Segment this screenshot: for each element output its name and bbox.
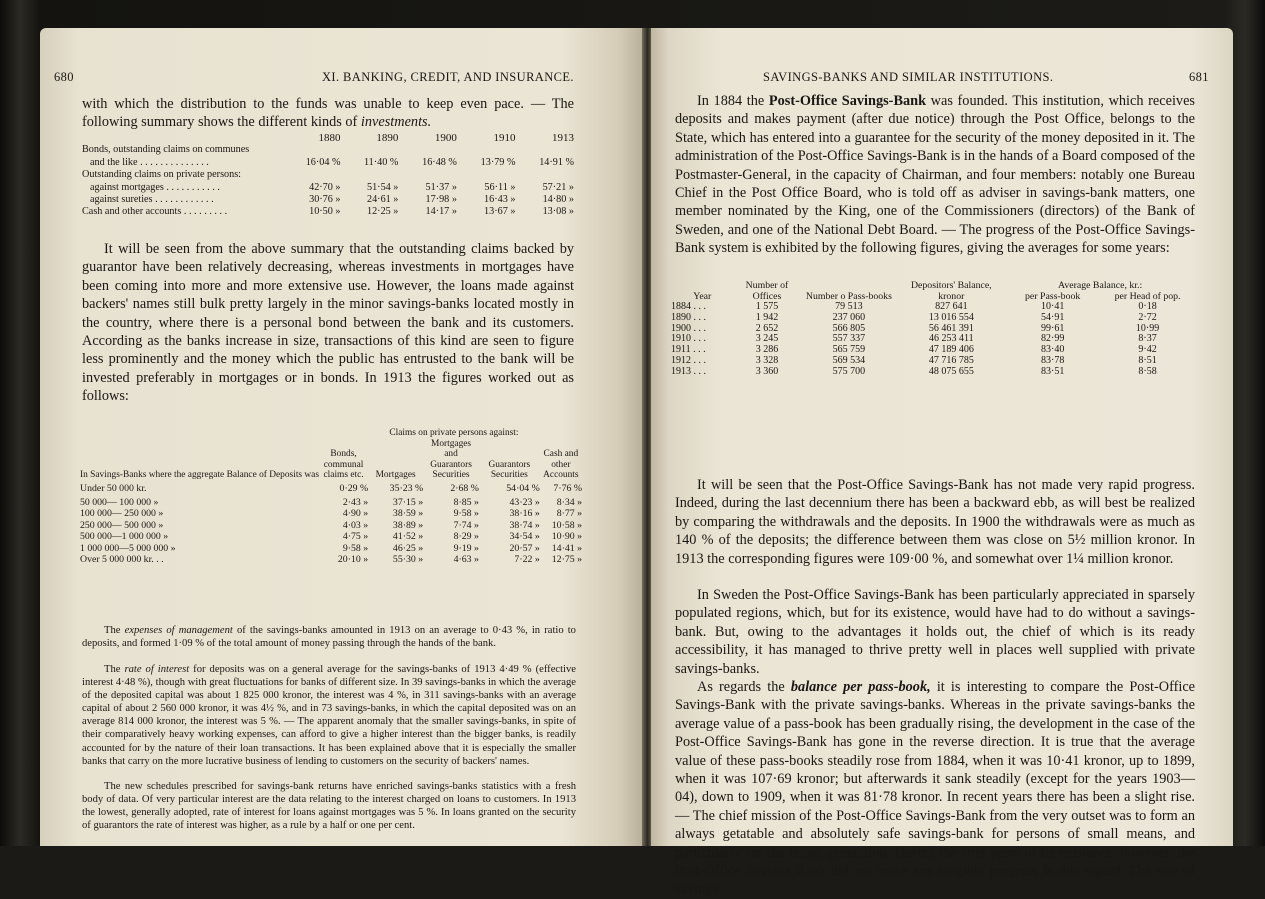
investments-cell: 11·40 % [363, 156, 399, 168]
distribution-cell: 4·63 » [453, 554, 479, 566]
pob-cell-per-book: 82·99 [1040, 333, 1065, 345]
distribution-row-label: 50 000— 100 000 » [80, 496, 159, 508]
distribution-cell: 9·58 » [342, 542, 369, 554]
investments-row [82, 194, 574, 206]
distribution-cell: 7·74 » [453, 519, 479, 531]
pob-cell-balance: 48 075 655 [928, 365, 974, 377]
col-per-head: per Head of pop. [1114, 291, 1181, 302]
distribution-cell: 14·41 » [551, 542, 582, 554]
investments-cell: 10·50 » [309, 206, 341, 218]
investments-cell [398, 169, 457, 181]
col-per-passbook: per Pass-book [1025, 291, 1081, 302]
pob-row [671, 313, 1195, 324]
post-office-savings-bank-title: Post-Office Savings-Bank [768, 93, 927, 109]
left-running-head: XI. BANKING, CREDIT, AND INSURANCE. [322, 70, 574, 84]
distribution-row [80, 481, 582, 497]
distribution-cell: 38·74 » [509, 519, 540, 531]
investments-cell: 13·79 % [480, 156, 516, 168]
year-1880: 1880 [318, 132, 341, 144]
pob-cell-offices: 2 652 [755, 322, 779, 334]
distribution-cell: 4·90 » [342, 508, 369, 520]
year-1900: 1900 [434, 132, 457, 144]
pob-cell-per-head: 8·58 [1138, 365, 1157, 377]
investments-cell [398, 144, 457, 156]
distribution-row [80, 543, 582, 555]
col-passbooks: Number o Pass-books [805, 291, 892, 302]
distribution-row-label: 250 000— 500 000 » [80, 519, 164, 531]
distribution-row [80, 531, 582, 543]
investments-cell: 14·17 » [425, 206, 457, 218]
col-offices: Number of Offices [745, 280, 789, 302]
distribution-cell: 20·57 » [509, 542, 540, 554]
distribution-cell: 38·89 » [392, 519, 424, 531]
investments-table [82, 132, 574, 219]
pob-cell-per-head: 0·18 [1138, 301, 1157, 312]
col-claims-group: Claims on private persons against: [389, 428, 519, 438]
distribution-row [80, 497, 582, 509]
distribution-cell: 54·04 % [506, 482, 540, 494]
distribution-cell: 4·75 » [342, 531, 369, 543]
investments-row [82, 169, 574, 181]
investments-row-label: Outstanding claims on private persons: [82, 169, 242, 181]
left-page-number: 680 [54, 70, 74, 84]
distribution-row [80, 508, 582, 520]
investments-cell: 14·91 % [539, 156, 574, 168]
small-p2-pre: The [104, 664, 121, 675]
distribution-row-label: 500 000—1 000 000 » [80, 531, 169, 543]
investments-row [82, 144, 574, 156]
pob-cell-offices: 3 245 [755, 333, 779, 345]
left-paragraph-2: It will be seen from the above summary that the outstanding claims backed by guarantor have been relatively decreasing, whereas investments in mortgages have been coming into more and more extensive use. However, the loans made against backers' names still bulk pretty largely in the minor savings-banks located mostly in the country, where there is a personal bond between the bank and its customers. According as the banks increase in size, transactions of this kind are seen to figure less prominently and the money which the public has entrusted to the bank will be invested preferably in mortgages or in bonds. In 1913 the figures worked out as follows: [82, 241, 574, 405]
right-page-number: 681 [1189, 70, 1209, 84]
pob-cell-offices: 3 286 [755, 344, 779, 356]
investments-cell: 51·54 » [366, 181, 399, 193]
distribution-cell: 46·25 » [392, 542, 424, 554]
pob-cell-per-head: 2·72 [1138, 311, 1157, 323]
pob-cell-per-book: 83·51 [1040, 365, 1065, 377]
pob-cell-passbooks: 79 513 [835, 301, 863, 312]
pob-cell-year: 1900 . . . [671, 322, 706, 334]
investments-cell: 12·25 » [366, 206, 399, 218]
investments-cell: 16·43 » [484, 194, 516, 206]
p4-post: it is interesting to compare the Post-Office Savings-Bank with the private savings-banks. Whereas in the private savings-banks the average value of a pass-book has been gradually rising, the development in the case of the Post-Office Savings-Bank has gone in the reverse direction. It is true that the average value of these pass-books steadily rose from 1884, when it was 10·41 kronor, up to 1899, when it was 107·69 kronor; but afterwards it sank steadily (except for the years 1903—04), down to 1909, when it was 81·78 kronor. In recent years there has been a slight rise. — The chief mission of the Post-Office Savings-Bank from the very outset was to form an always getatable and absolutely safe savings-bank for persons of small means, and particularly for the rising generation. During the first years of its existence, however, the Post-Office Savings-Bank did not make any tangible progress in this regard. The sale of savings- [675, 679, 1196, 898]
distribution-cell: 2·68 % [450, 482, 479, 494]
pob-header-row-1 [671, 280, 1195, 291]
distribution-cell: 7·22 » [514, 554, 540, 566]
pob-cell-offices: 1 575 [755, 301, 779, 312]
distribution-row-label: 100 000— 250 000 » [80, 508, 164, 520]
investments-cell: 56·11 » [484, 181, 516, 193]
col-cash: Cash and other Accounts [543, 449, 579, 480]
investments-cell [341, 169, 399, 181]
col-bank-size: In Savings-Banks where the aggregate Balance of Deposits was [80, 470, 319, 480]
p1-post: was founded. This institution, which receives deposits and makes payment (after due notice) through the Post Office, belongs to the State, which has entered into a guarantee for the security of the money deposited in it. The administration of the Post-Office Savings-Bank is in the hands of a Board composed of the Postmaster-General, in the capacity of Chairman, and four members: notably one Bureau Chief in the Post Office Board, who is told off as adviser in savings-bank matters, one member nominated by the King, one of the Commissioners (directors) of the Bank of Sweden, and one of the National Debt Board. — The progress of the Post-Office Savings-Bank system is exhibited by the following figures, giving the averages for some years: [675, 93, 1195, 257]
small-p1-pre: The [104, 625, 121, 636]
left-small-paragraph-2 [82, 663, 576, 768]
investments-row [82, 182, 574, 194]
pob-cell-per-book: 83·40 [1040, 344, 1065, 356]
small-p1-emphasis: expenses of management [124, 625, 233, 636]
left-page [40, 28, 642, 846]
p4-emphasis: balance per pass-book, [790, 679, 931, 695]
distribution-cell: 9·58 » [453, 508, 479, 520]
investments-row-label: Bonds, outstanding claims on communes [82, 144, 250, 156]
investments-row [82, 206, 574, 218]
distribution-cell: 7·76 % [553, 482, 582, 494]
distribution-header-row-1 [80, 428, 582, 439]
distribution-cell: 35·23 % [389, 482, 424, 494]
pob-cell-per-book: 83·78 [1040, 354, 1065, 366]
col-average-group: Average Balance, kr.: [1058, 280, 1143, 291]
distribution-cell: 55·30 » [392, 554, 424, 566]
pob-cell-per-book: 10·41 [1040, 301, 1065, 312]
post-office-table [671, 280, 1195, 378]
investments-cell: 57·21 » [542, 181, 574, 193]
investments-cell [515, 169, 574, 181]
pob-cell-balance: 47 189 406 [928, 344, 974, 356]
investments-cell: 24·61 » [366, 194, 399, 206]
pob-cell-offices: 3 360 [755, 365, 779, 377]
pob-cell-per-head: 9·42 [1138, 344, 1157, 356]
investments-cell [341, 144, 399, 156]
pob-row [671, 367, 1195, 378]
small-p2-post: for deposits was on a general average for the savings-banks of 1913 4·49 % (effective interest 4·48 %), though with great fluctuations for banks of different size. In 39 savings-banks in which the average of the deposited capital was about 1 825 000 kronor, the interest was 4 %, in 311 savings-banks with an average capital of about 2 560 000 kronor, it was 4½ %, and in 73 savings-banks, in which the capital deposited was on an average 814 000 kronor, the interest was 5 %. — The apparent anomaly that the smaller savings-banks, in spite of their comparatively heavy working expenses, can afford to give a higher interest than the bigger banks, is readily accounted for by the nature of their loan transactions. It has been explained above that it is especially the smaller banks that carry on the more lucrative business of lending to customers on the security of backers' names. [82, 664, 576, 767]
distribution-cell: 34·54 » [509, 531, 540, 543]
pob-cell-per-head: 8·51 [1138, 354, 1157, 366]
investments-cell [282, 144, 341, 156]
distribution-cell: 8·77 » [556, 508, 582, 520]
col-mortgages: Mortgages [375, 470, 416, 480]
pob-cell-passbooks: 569 534 [832, 354, 866, 366]
left-intro-paragraph [82, 95, 574, 132]
distribution-cell: 38·59 » [392, 508, 424, 520]
pob-cell-per-book: 54·91 [1040, 311, 1065, 323]
investments-row-label: and the like . . . . . . . . . . . . . . [90, 156, 209, 168]
right-paragraph-1 [675, 92, 1195, 258]
pob-cell-balance: 13 016 554 [928, 311, 974, 323]
col-mortgages-guarantors: Mortgages and Guarantors Securities [430, 438, 472, 480]
investments-cell: 16·48 % [422, 156, 457, 168]
investments-cell [282, 169, 341, 181]
col-balance: Depositors' Balance, kronor [910, 280, 992, 302]
pob-cell-offices: 1 942 [755, 311, 779, 323]
p1-pre: In 1884 the [697, 93, 765, 109]
right-page [651, 28, 1233, 898]
distribution-cell: 10·90 » [551, 531, 582, 543]
year-1890: 1890 [376, 132, 399, 144]
pob-cell-balance: 47 716 785 [928, 354, 974, 366]
distribution-cell: 38·16 » [509, 508, 540, 520]
pob-cell-year: 1890 . . . [671, 311, 706, 323]
col-guarantors: Guarantors Securities [488, 459, 531, 480]
distribution-cell: 43·23 » [509, 496, 540, 508]
col-bonds: Bonds, communal claims etc. [323, 449, 364, 480]
year-1913: 1913 [552, 132, 574, 144]
small-p2-emphasis: rate of interest [124, 664, 190, 675]
pob-cell-year: 1910 . . . [671, 333, 706, 345]
distribution-cell: 10·58 » [551, 519, 582, 531]
right-running-head: SAVINGS-BANKS AND SIMILAR INSTITUTIONS. [763, 70, 1054, 84]
investments-cell [457, 144, 516, 156]
pob-cell-passbooks: 575 700 [832, 365, 866, 377]
pob-cell-passbooks: 566 805 [832, 322, 866, 334]
investments-header-row [82, 132, 574, 144]
distribution-row-label: Over 5 000 000 kr. . . [80, 554, 164, 566]
left-small-paragraph-1 [82, 624, 576, 650]
right-paragraph-2: It will be seen that the Post-Office Savings-Bank has not made very rapid progress. Indeed, during the last decennium there has been a backward ebb, as will best be realized by comparing the withdrawals and the deposits. In 1900 the withdrawals were as much as 140 % of the deposits; the difference between them was close on 5½ million kronor. In 1913 the corresponding figures were 109·00 %, and somewhat over 1¼ million kronor. [675, 477, 1195, 567]
investments-row-label: Cash and other accounts . . . . . . . . . [82, 206, 228, 218]
distribution-cell: 2·43 » [342, 496, 369, 508]
small-p1-post: of the savings-banks amounted in 1913 on an average to 0·43 %, in ratio to deposits, and formed 1·09 % of the total amount of money passing through the hands of the bank. [82, 625, 576, 650]
investments-cell: 42·70 » [309, 181, 341, 193]
left-small-paragraph-3: The new schedules prescribed for savings-bank returns have enriched savings-banks statistics with a fresh body of data. Of very particular interest are the data relating to the interest charged on loans to customers. In 1913 the lowest, generally adopted, rate of interest for loans against mortgages was 5 %. In loans granted on the security of guarantors the rate of interest was higher, as a rule by a half or one per cent. [82, 781, 576, 832]
pob-cell-passbooks: 557 337 [832, 333, 866, 345]
distribution-row-label: 1 000 000—5 000 000 » [80, 542, 176, 554]
investments-cell: 30·76 » [309, 194, 341, 206]
distribution-cell: 9·19 » [453, 542, 479, 554]
intro-text: with which the distribution to the funds was unable to keep even pace. — The following summary shows the different kinds of [82, 96, 574, 131]
distribution-row-label: Under 50 000 kr. [80, 482, 147, 494]
distribution-table [80, 428, 582, 566]
investments-row-label: against sureties . . . . . . . . . . . . [90, 194, 214, 206]
distribution-cell: 8·29 » [453, 531, 479, 543]
distribution-cell: 41·52 » [392, 531, 424, 543]
investments-cell [515, 144, 574, 156]
right-paragraph-3: In Sweden the Post-Office Savings-Bank has been particularly appreciated in sparsely populated regions, which, but for its existence, would have had to do without a savings-bank. But, owing to the advantages it holds out, the chief of which is its ready accessibility, it has managed to thrive pretty well in places well supplied with private savings-banks. [675, 587, 1195, 677]
investments-cell: 13·08 » [542, 206, 574, 218]
pob-cell-balance: 827 641 [935, 301, 968, 312]
distribution-row [80, 520, 582, 532]
investments-row [82, 157, 574, 169]
distribution-cell: 8·34 » [556, 496, 582, 508]
pob-cell-balance: 56 461 391 [928, 322, 974, 334]
investments-cell: 14·80 » [542, 194, 574, 206]
pob-cell-passbooks: 565 759 [832, 344, 866, 356]
pob-cell-offices: 3 328 [755, 354, 779, 366]
pob-cell-per-head: 10·99 [1135, 322, 1160, 334]
investments-cell: 16·04 % [305, 156, 341, 168]
pob-cell-year: 1912 . . . [671, 354, 706, 366]
pob-cell-balance: 46 253 411 [928, 333, 974, 345]
intro-emphasis: investments. [360, 114, 432, 131]
col-year: Year [693, 291, 712, 302]
right-paragraph-4 [675, 678, 1195, 899]
investments-cell [457, 169, 516, 181]
distribution-cell: 37·15 » [392, 496, 424, 508]
distribution-cell: 20·10 » [337, 554, 369, 566]
distribution-cell: 12·75 » [551, 554, 582, 566]
year-1910: 1910 [493, 132, 516, 144]
investments-cell: 13·67 » [484, 206, 516, 218]
pob-cell-per-head: 8·37 [1138, 333, 1157, 345]
investments-cell: 17·98 » [425, 194, 457, 206]
distribution-cell: 8·85 » [453, 496, 479, 508]
distribution-cell: 0·29 % [339, 482, 369, 494]
pob-cell-passbooks: 237 060 [832, 311, 866, 323]
distribution-row [80, 554, 582, 566]
pob-cell-year: 1911 . . . [671, 344, 706, 356]
pob-cell-per-book: 99·61 [1040, 322, 1065, 334]
distribution-cell: 4·03 » [342, 519, 369, 531]
pob-cell-year: 1913 . . . [671, 365, 706, 377]
investments-row-label: against mortgages . . . . . . . . . . . [90, 181, 220, 193]
investments-cell: 51·37 » [425, 181, 457, 193]
pob-cell-year: 1884 . . . [671, 301, 706, 312]
p4-pre: As regards the [697, 679, 785, 695]
